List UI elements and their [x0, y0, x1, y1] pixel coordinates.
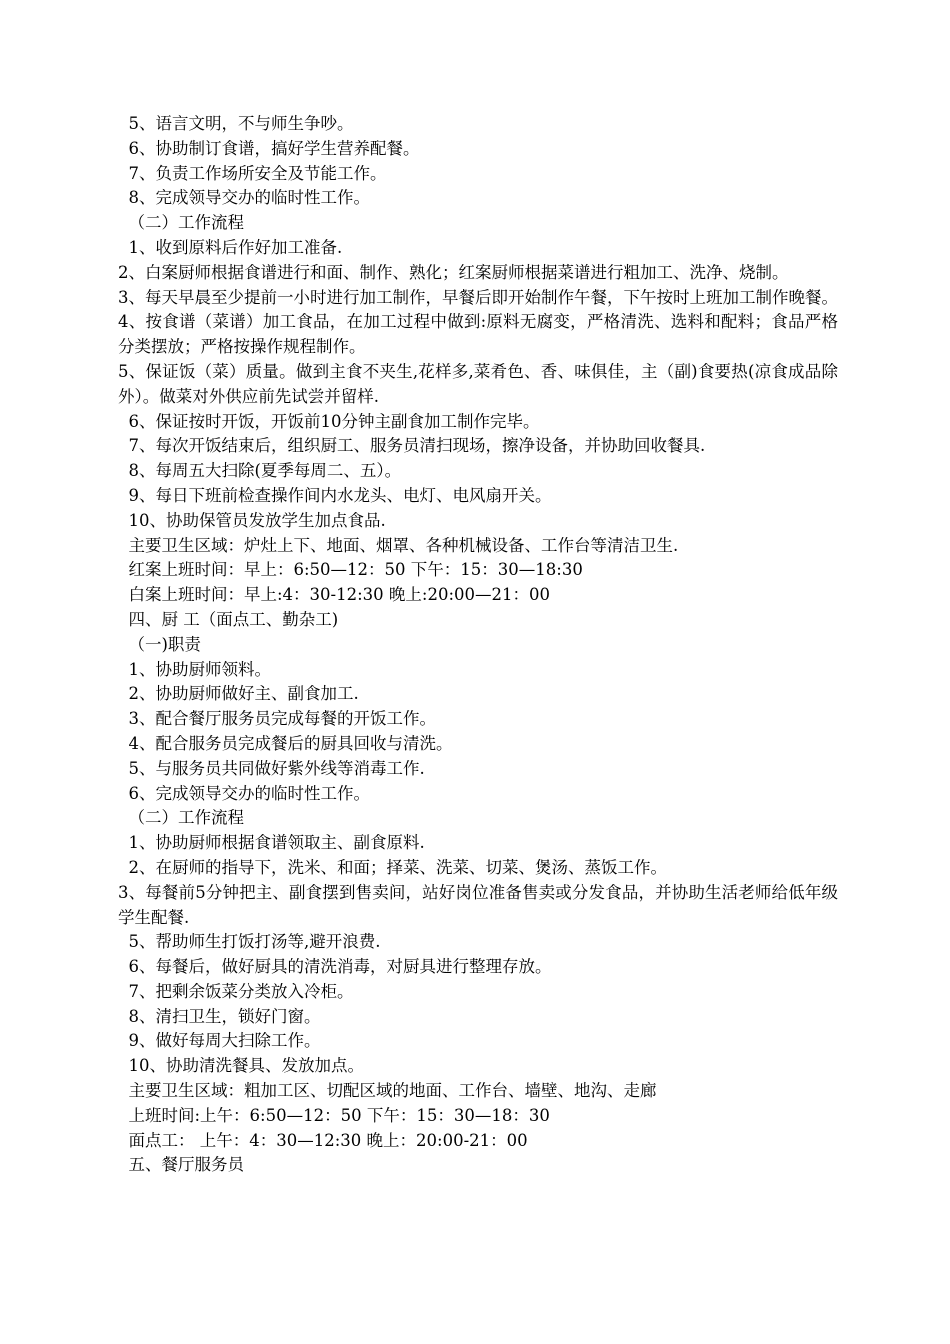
text-line: 10、协助清洗餐具、发放加点。 — [118, 1056, 364, 1076]
text-line: 1、协助厨师领料。 — [118, 659, 271, 679]
text-line: 5、帮助师生打饭打汤等,避开浪费. — [118, 932, 381, 952]
text-line: 9、做好每周大扫除工作。 — [118, 1031, 321, 1051]
document-body — [118, 112, 838, 1178]
text-line: 3、配合餐厅服务员完成每餐的开饭工作。 — [118, 709, 436, 729]
section-heading: （二）工作流程 — [118, 808, 244, 828]
text-line: 主要卫生区域：炉灶上下、地面、烟罩、各种机械设备、工作台等清洁卫生. — [118, 535, 679, 555]
text-line: 2、协助厨师做好主、副食加工. — [118, 684, 359, 704]
text-paragraph: 5、保证饭（菜）质量。做到主食不夹生,花样多,菜肴色、香、味俱佳，主（副)食要热(凉食成品除外）。做菜对外供应前先试尝并留样. — [118, 361, 838, 406]
text-line: 4、配合服务员完成餐后的厨具回收与清洗。 — [118, 733, 453, 753]
schedule-line: 面点工： 上午：4：30—12:30 晚上：20:00-21：00 — [118, 1130, 528, 1150]
section-heading: （二）工作流程 — [118, 213, 244, 233]
schedule-line: 白案上班时间：早上:4：30-12:30 晚上:20:00—21：00 — [118, 585, 551, 605]
schedule-line: 红案上班时间：早上：6:50—12：50 下午：15：30—18:30 — [118, 560, 583, 580]
text-paragraph: 4、按食谱（菜谱）加工食品，在加工过程中做到:原料无腐变，严格清洗、选料和配料；食品严格分类摆放；严格按操作规程制作。 — [118, 312, 838, 357]
text-line: 1、协助厨师根据食谱领取主、副食原料. — [118, 833, 425, 853]
text-line: 6、保证按时开饭，开饭前10分钟主副食加工制作完毕。 — [118, 411, 540, 431]
text-line: 9、每日下班前检查操作间内水龙头、电灯、电风扇开关。 — [118, 485, 552, 505]
text-line: 10、协助保管员发放学生加点食品. — [118, 510, 386, 530]
text-line: 2、在厨师的指导下，洗米、和面；择菜、洗菜、切菜、煲汤、蒸饭工作。 — [118, 857, 667, 877]
text-line: 5、与服务员共同做好紫外线等消毒工作. — [118, 758, 425, 778]
text-paragraph: 2、白案厨师根据食谱进行和面、制作、熟化；红案厨师根据菜谱进行粗加工、洗净、烧制。 — [118, 262, 789, 282]
text-line: 7、负责工作场所安全及节能工作。 — [118, 163, 387, 183]
text-line: 8、每周五大扫除(夏季每周二、五）。 — [118, 461, 402, 481]
text-line: 6、协助制订食谱，搞好学生营养配餐。 — [118, 138, 420, 158]
schedule-line: 上班时间:上午：6:50—12：50 下午：15：30—18：30 — [118, 1105, 550, 1125]
text-line: 主要卫生区域：粗加工区、切配区域的地面、工作台、墙壁、地沟、走廊 — [118, 1081, 657, 1101]
text-line: 6、完成领导交办的临时性工作。 — [118, 783, 370, 803]
text-line: 7、把剩余饭菜分类放入冷柜。 — [118, 981, 354, 1001]
text-paragraph: 3、每天早晨至少提前一小时进行加工制作，早餐后即开始制作午餐，下午按时上班加工制作晚餐。 — [118, 287, 838, 307]
section-heading: 五、餐厅服务员 — [118, 1155, 244, 1175]
section-heading: （一)职责 — [118, 634, 201, 654]
text-line: 1、收到原料后作好加工准备. — [118, 237, 343, 257]
text-line: 8、完成领导交办的临时性工作。 — [118, 188, 370, 208]
text-line: 6、每餐后，做好厨具的清洗消毒，对厨具进行整理存放。 — [118, 957, 552, 977]
text-paragraph: 3、每餐前5分钟把主、副食摆到售卖间，站好岗位准备售卖或分发食品，并协助生活老师给低年级学生配餐. — [118, 882, 838, 927]
text-line: 5、语言文明，不与师生争吵。 — [118, 114, 354, 133]
text-line: 8、清扫卫生，锁好门窗。 — [118, 1006, 321, 1026]
text-line: 7、每次开饭结束后，组织厨工、服务员清扫现场，擦净设备，并协助回收餐具. — [118, 436, 706, 456]
section-heading: 四、厨 工（面点工、勤杂工) — [118, 609, 339, 629]
